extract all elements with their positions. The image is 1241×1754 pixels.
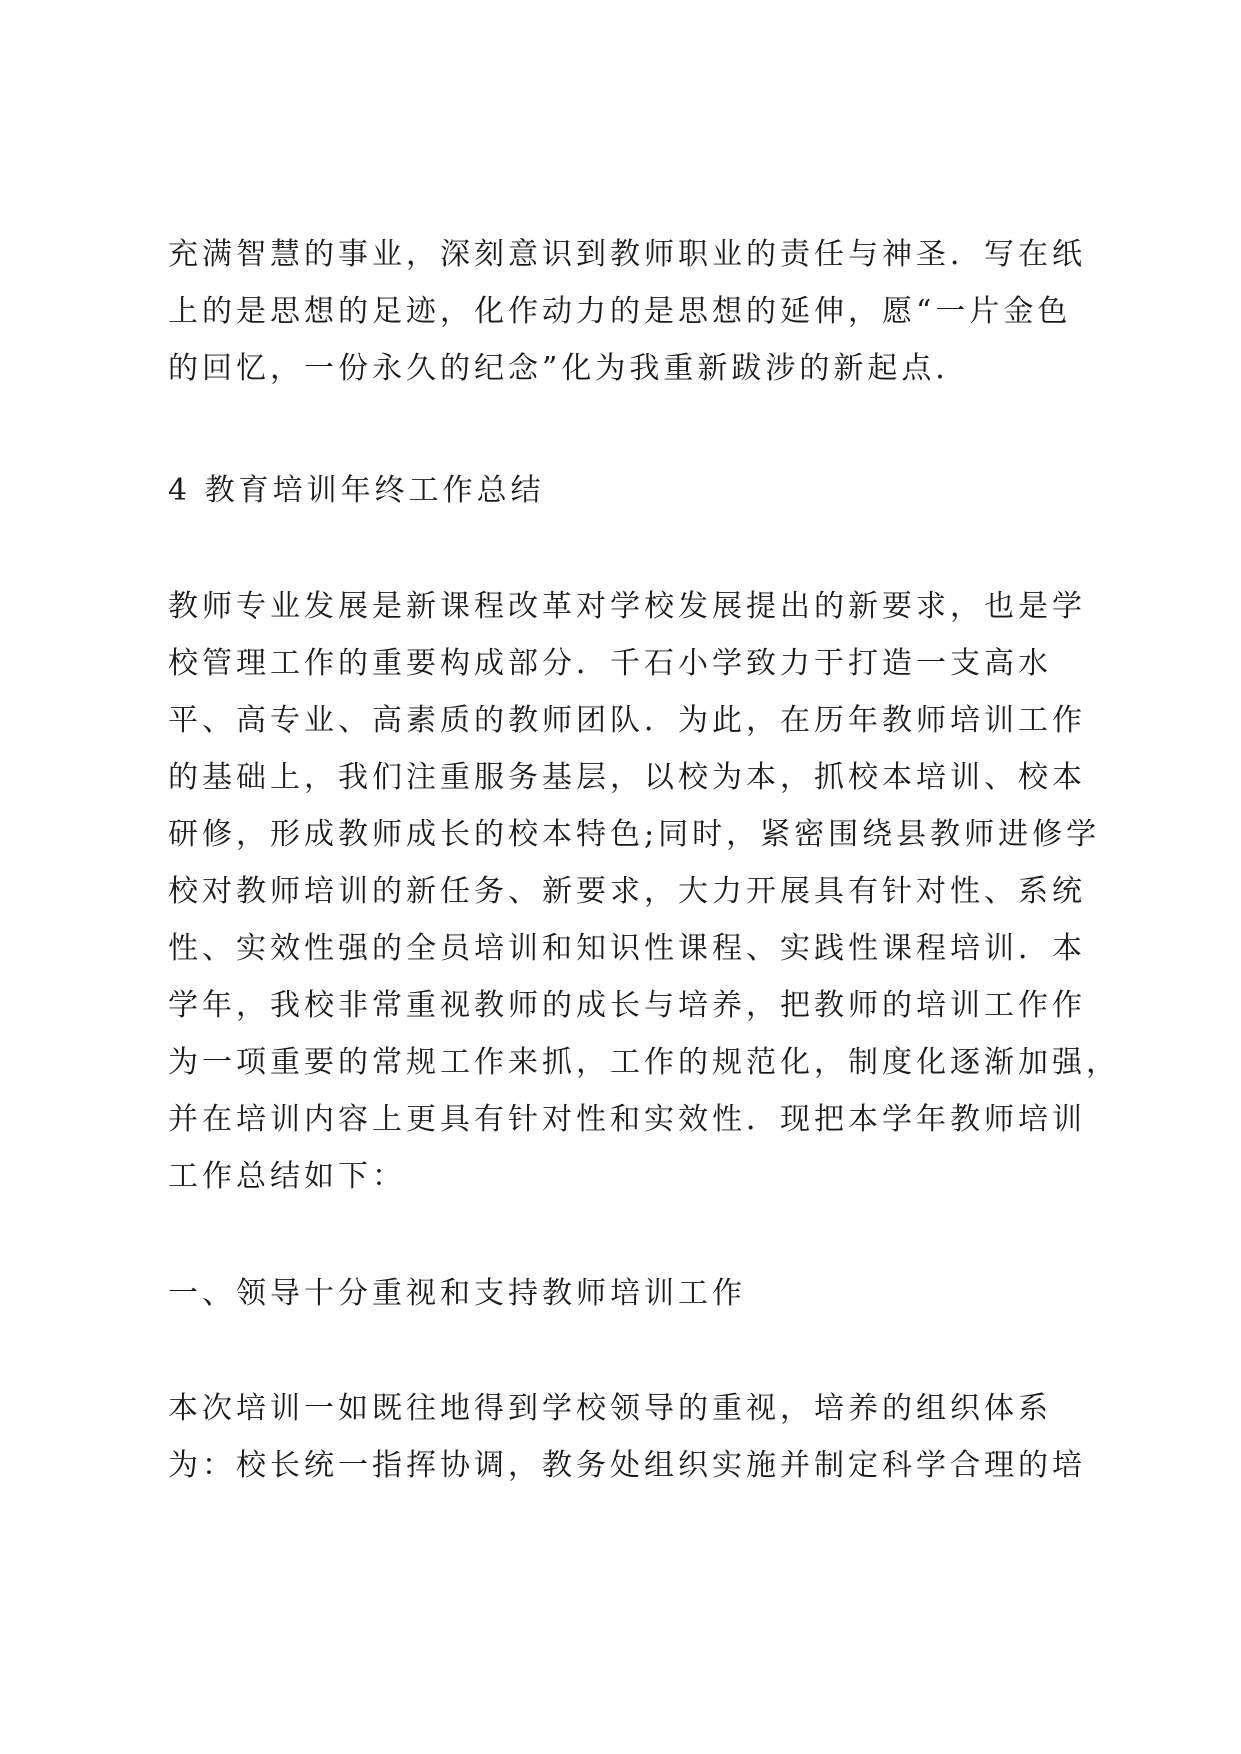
paragraph-line: 教师专业发展是新课程改革对学校发展提出的新要求，也是学	[168, 589, 1086, 624]
paragraph-line: 本次培训一如既往地得到学校领导的重视，培养的组织体系	[168, 1391, 1052, 1426]
paragraph-line: 工作总结如下：	[168, 1159, 406, 1194]
paragraph-line: 并在培训内容上更具有针对性和实效性．现把本学年教师培训	[168, 1102, 1086, 1137]
paragraph-line: 的回忆，一份永久的纪念”化为我重新跋涉的新起点．	[168, 351, 970, 386]
paragraph-line: 为一项重要的常规工作来抓，工作的规范化，制度化逐渐加强，	[168, 1045, 1120, 1080]
section-heading-1	[168, 1265, 1088, 1322]
paragraph-line: 充满智慧的事业，深刻意识到教师职业的责任与神圣．写在纸	[168, 237, 1086, 272]
paragraph-line: 性、实效性强的全员培训和知识性课程、实践性课程培训．本	[168, 931, 1086, 966]
paragraph-line: 的基础上，我们注重服务基层，以校为本，抓校本培训、校本	[168, 760, 1086, 795]
section-heading-text: 一、领导十分重视和支持教师培训工作	[168, 1276, 746, 1311]
section-heading-text: 4 教育培训年终工作总结	[168, 473, 545, 508]
body-paragraph-2	[168, 1380, 1088, 1494]
paragraph-line: 校管理工作的重要构成部分．千石小学致力于打造一支高水	[168, 646, 1052, 681]
paragraph-line: 校对教师培训的新任务、新要求，大力开展具有针对性、系统	[168, 874, 1086, 909]
paragraph-line: 研修，形成教师成长的校本特色;同时，紧密围绕县教师进修学	[168, 817, 1101, 852]
paragraph-line: 学年，我校非常重视教师的成长与培养，把教师的培训工作作	[168, 988, 1086, 1023]
paragraph-line: 上的是思想的足迹，化作动力的是思想的延伸，愿“一片金色	[168, 294, 1072, 329]
body-paragraph	[168, 578, 1120, 1205]
intro-paragraph	[168, 226, 1088, 397]
paragraph-line: 为：校长统一指挥协调，教务处组织实施并制定科学合理的培	[168, 1448, 1086, 1483]
section-heading-4	[168, 462, 1088, 519]
paragraph-line: 平、高专业、高素质的教师团队．为此，在历年教师培训工作	[168, 703, 1086, 738]
